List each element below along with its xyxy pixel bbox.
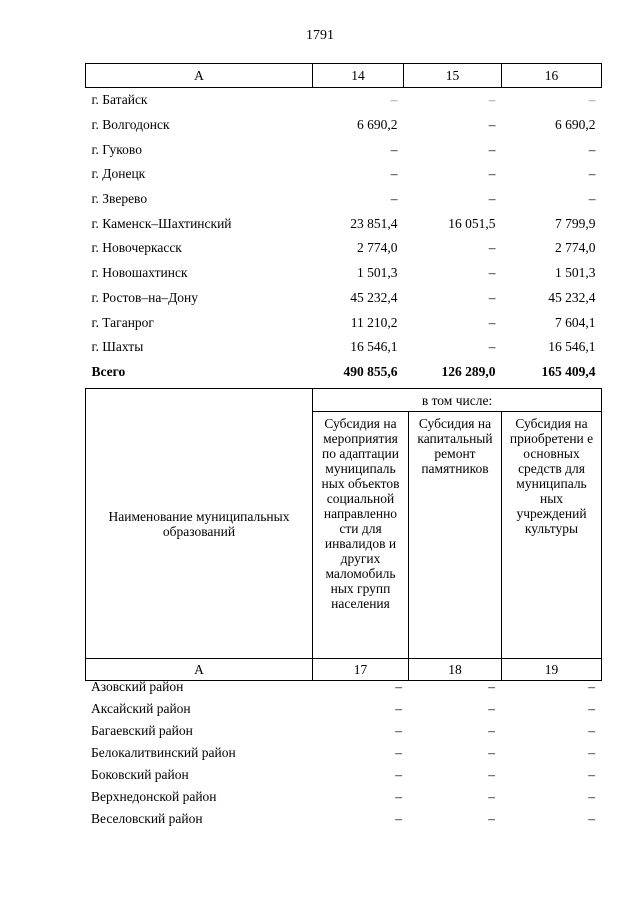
table-row bbox=[85, 698, 601, 720]
municipality-name: г. Ростов–на–Дону bbox=[91, 289, 199, 305]
table-row bbox=[86, 261, 602, 286]
value-c14: 23 851,4 bbox=[350, 215, 398, 231]
value-c16: – bbox=[588, 191, 596, 207]
number-cell-17: 17 bbox=[313, 659, 409, 681]
value-c18: – bbox=[488, 767, 495, 782]
municipality-name: Боковский район bbox=[91, 767, 189, 782]
table-row bbox=[86, 310, 602, 335]
value-c18: – bbox=[488, 679, 495, 694]
value-c15: – bbox=[488, 117, 496, 133]
total-row bbox=[86, 360, 602, 385]
value-c15: – bbox=[488, 289, 496, 305]
value-c15: – bbox=[488, 314, 496, 330]
municipality-name: г. Таганрог bbox=[91, 314, 154, 330]
value-c18: – bbox=[488, 811, 495, 826]
value-c14: 6 690,2 bbox=[357, 117, 398, 133]
value-c15: – bbox=[488, 92, 496, 108]
value-c19: – bbox=[588, 789, 595, 804]
table-row bbox=[86, 286, 602, 311]
value-c19: – bbox=[588, 701, 595, 716]
table-bottom bbox=[85, 676, 601, 830]
value-c16: – bbox=[588, 141, 596, 157]
header-cell-15: 15 bbox=[404, 64, 502, 88]
value-c16: 1 501,3 bbox=[555, 265, 596, 281]
value-c14: 2 774,0 bbox=[357, 240, 398, 256]
table-row bbox=[86, 113, 602, 138]
municipality-name: Аксайский район bbox=[91, 701, 191, 716]
group-header: в том числе: bbox=[313, 389, 602, 412]
municipality-name: г. Гуково bbox=[91, 141, 142, 157]
value-c19: – bbox=[588, 679, 595, 694]
table-row bbox=[86, 236, 602, 261]
table-row bbox=[86, 335, 602, 360]
value-c16: 6 690,2 bbox=[555, 117, 596, 133]
table-row bbox=[85, 720, 601, 742]
value-c14: – bbox=[390, 92, 398, 108]
value-c14: 11 210,2 bbox=[350, 314, 398, 330]
header-cell-16: 16 bbox=[502, 64, 602, 88]
value-c17: – bbox=[395, 679, 402, 694]
value-c17: – bbox=[395, 789, 402, 804]
table-row bbox=[86, 162, 602, 187]
value-c16: 7 799,9 bbox=[555, 215, 596, 231]
value-c15: – bbox=[488, 339, 496, 355]
table-top-body bbox=[86, 88, 602, 360]
total-c15: 126 289,0 bbox=[441, 363, 496, 379]
table-top bbox=[85, 63, 602, 384]
value-c16: 45 232,4 bbox=[548, 289, 596, 305]
col19-header: Субсидия на приобретени е основных средств для муниципаль ных учреждений культуры bbox=[502, 412, 602, 659]
value-c17: – bbox=[395, 767, 402, 782]
value-c16: 7 604,1 bbox=[555, 314, 596, 330]
municipality-name: г. Зверево bbox=[91, 191, 148, 207]
value-c19: – bbox=[588, 811, 595, 826]
table-header-block bbox=[85, 388, 602, 681]
table-row bbox=[85, 742, 601, 764]
table-row bbox=[86, 211, 602, 236]
value-c16: 2 774,0 bbox=[555, 240, 596, 256]
value-c17: – bbox=[395, 701, 402, 716]
value-c19: – bbox=[588, 745, 595, 760]
value-c15: – bbox=[488, 265, 496, 281]
value-c19: – bbox=[588, 723, 595, 738]
value-c14: – bbox=[390, 191, 398, 207]
table-row bbox=[85, 786, 601, 808]
municipality-name: г. Шахты bbox=[91, 339, 144, 355]
value-c19: – bbox=[588, 767, 595, 782]
value-c14: 16 546,1 bbox=[350, 339, 398, 355]
value-c15: – bbox=[488, 240, 496, 256]
table-row bbox=[85, 764, 601, 786]
value-c18: – bbox=[488, 701, 495, 716]
value-c18: – bbox=[488, 745, 495, 760]
municipality-name: г. Батайск bbox=[91, 92, 148, 108]
municipality-name: г. Каменск–Шахтинский bbox=[91, 215, 232, 231]
value-c16: 16 546,1 bbox=[548, 339, 596, 355]
table-row bbox=[86, 187, 602, 212]
table-row bbox=[85, 676, 601, 698]
value-c14: 45 232,4 bbox=[350, 289, 398, 305]
municipality-name: г. Новошахтинск bbox=[91, 265, 188, 281]
col17-header: Субсидия на мероприятия по адаптации муниципаль ных объектов социальной направленно сти для инвалидов и других маломобиль ных групп населения bbox=[313, 412, 409, 659]
value-c18: – bbox=[488, 789, 495, 804]
total-c16: 165 409,4 bbox=[541, 363, 596, 379]
municipality-name: г. Новочеркасск bbox=[91, 240, 182, 256]
page-number: 1791 bbox=[306, 28, 334, 43]
col18-header: Субсидия на капитальный ремонт памятников bbox=[409, 412, 502, 659]
number-cell-a: А bbox=[86, 659, 313, 681]
value-c14: – bbox=[390, 166, 398, 182]
value-c16: – bbox=[588, 166, 596, 182]
value-c14: 1 501,3 bbox=[357, 265, 398, 281]
value-c15: – bbox=[488, 166, 496, 182]
table-bottom-body bbox=[85, 676, 601, 830]
value-c18: – bbox=[488, 723, 495, 738]
value-c14: – bbox=[390, 141, 398, 157]
municipality-name: Багаевский район bbox=[91, 723, 193, 738]
total-label: Всего bbox=[91, 363, 126, 379]
value-c15: – bbox=[488, 141, 496, 157]
municipality-name-header: Наименование муниципальных образований bbox=[86, 389, 313, 659]
number-cell-18: 18 bbox=[409, 659, 502, 681]
municipality-name: г. Волгодонск bbox=[91, 117, 170, 133]
number-cell-19: 19 bbox=[502, 659, 602, 681]
municipality-name: г. Донецк bbox=[91, 166, 146, 182]
value-c17: – bbox=[395, 811, 402, 826]
municipality-name: Азовский район bbox=[91, 679, 184, 694]
value-c15: 16 051,5 bbox=[448, 215, 496, 231]
municipality-name: Белокалитвинский район bbox=[91, 745, 236, 760]
value-c17: – bbox=[395, 745, 402, 760]
value-c17: – bbox=[395, 723, 402, 738]
table-row bbox=[86, 88, 602, 113]
municipality-name: Веселовский район bbox=[91, 811, 203, 826]
table-row bbox=[86, 137, 602, 162]
value-c16: – bbox=[588, 92, 596, 108]
municipality-name: Верхнедонской район bbox=[91, 789, 217, 804]
table-row bbox=[85, 808, 601, 830]
header-cell-a: А bbox=[86, 64, 313, 88]
table-header-row bbox=[86, 64, 602, 88]
total-c14: 490 855,6 bbox=[343, 363, 398, 379]
value-c15: – bbox=[488, 191, 496, 207]
header-cell-14: 14 bbox=[313, 64, 404, 88]
